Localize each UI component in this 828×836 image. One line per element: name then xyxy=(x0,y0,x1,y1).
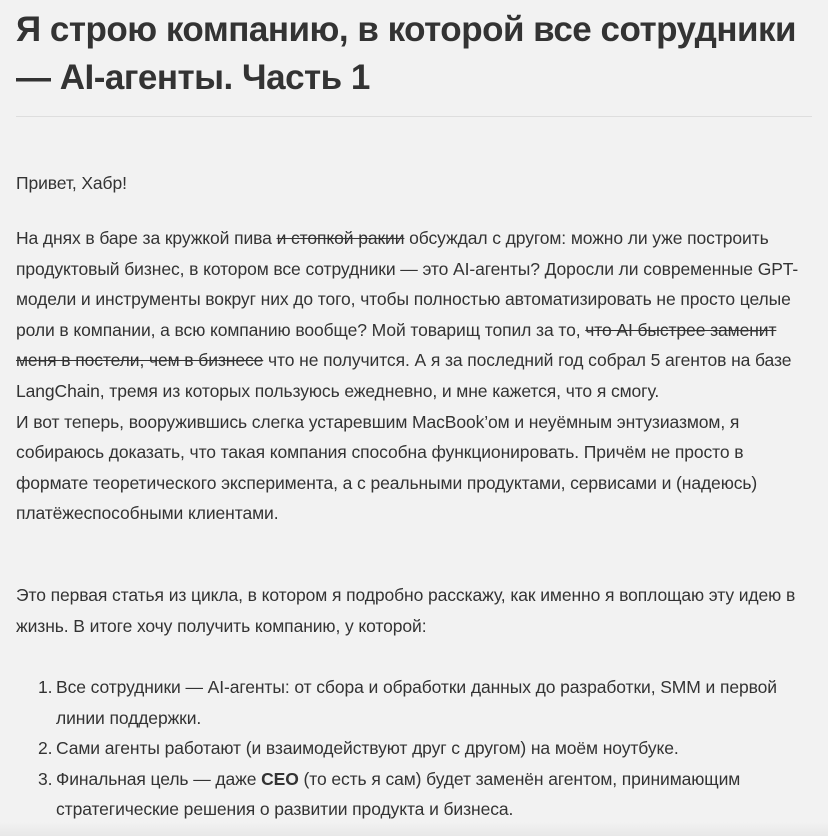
series-paragraph: Это первая статья из цикла, в котором я подробно расскажу, как именно я воплощаю эту идею в жизнь. В итоге хочу получить компанию, у которой: xyxy=(16,585,796,636)
goals-list xyxy=(16,672,796,825)
greeting: Привет, Хабр! xyxy=(16,173,127,193)
list-number: 2. xyxy=(38,738,53,759)
article-title: Я строю компанию, в которой все сотрудники — AI-агенты. Часть 1 xyxy=(16,10,797,97)
list-item xyxy=(16,764,796,825)
intro-paragraph xyxy=(16,223,816,529)
list-item-text: Сами агенты работают (и взаимодействуют друг с другом) на моём ноутбуке. xyxy=(56,738,679,759)
intro-text: обсуждал с другом: можно ли уже построить продуктовый бизнес, в котором все сотрудники — это AI-агенты? Доросли ли современные GPT-модели и инструменты вокруг них до того, чтобы полностью автоматизировать не просто целые роли в компании, а всю компанию вообще? Мой товарищ топил за то, xyxy=(16,228,799,340)
strikethrough-text: что AI быстрее заменит меня в постели, чем в бизнесе xyxy=(16,319,777,371)
article xyxy=(16,0,816,820)
title-divider xyxy=(16,116,812,117)
intro-text: На днях в баре за кружкой пива xyxy=(16,228,277,248)
strikethrough-text: и стопкой ракии xyxy=(276,228,405,248)
motivation-text: И вот теперь, вооружившись слегка устаревшим MacBook’ом и неуёмным энтузиазмом, я собираюсь доказать, что такая компания способна функционировать. Причём не просто в формате теоретического эксперимента, а с реальными продуктами, сервисами и (надеюсь) платёжеспособными клиентами. xyxy=(16,411,758,524)
intro-text: что не получится. А я за последний год собрал 5 агентов на базе LangChain, тремя из которых пользуюсь ежедневно, и мне кажется, что я смогу. xyxy=(16,350,792,401)
bottom-fade xyxy=(0,822,828,836)
list-item-text: Все сотрудники — AI-агенты: от сбора и обработки данных до разработки, SMM и первой линии поддержки. xyxy=(56,677,777,728)
list-number: 1. xyxy=(38,677,53,697)
list-item-text: Финальная цель — даже xyxy=(56,768,262,789)
list-item-text: (то есть я сам) будет заменён агентом, принимающим стратегические решения о развитии продукта и бизнеса. xyxy=(56,768,741,820)
list-number: 3. xyxy=(38,768,53,789)
list-item xyxy=(16,672,796,733)
bold-text: CEO xyxy=(261,768,299,789)
list-item xyxy=(16,733,796,764)
intro-text-block xyxy=(16,223,816,407)
